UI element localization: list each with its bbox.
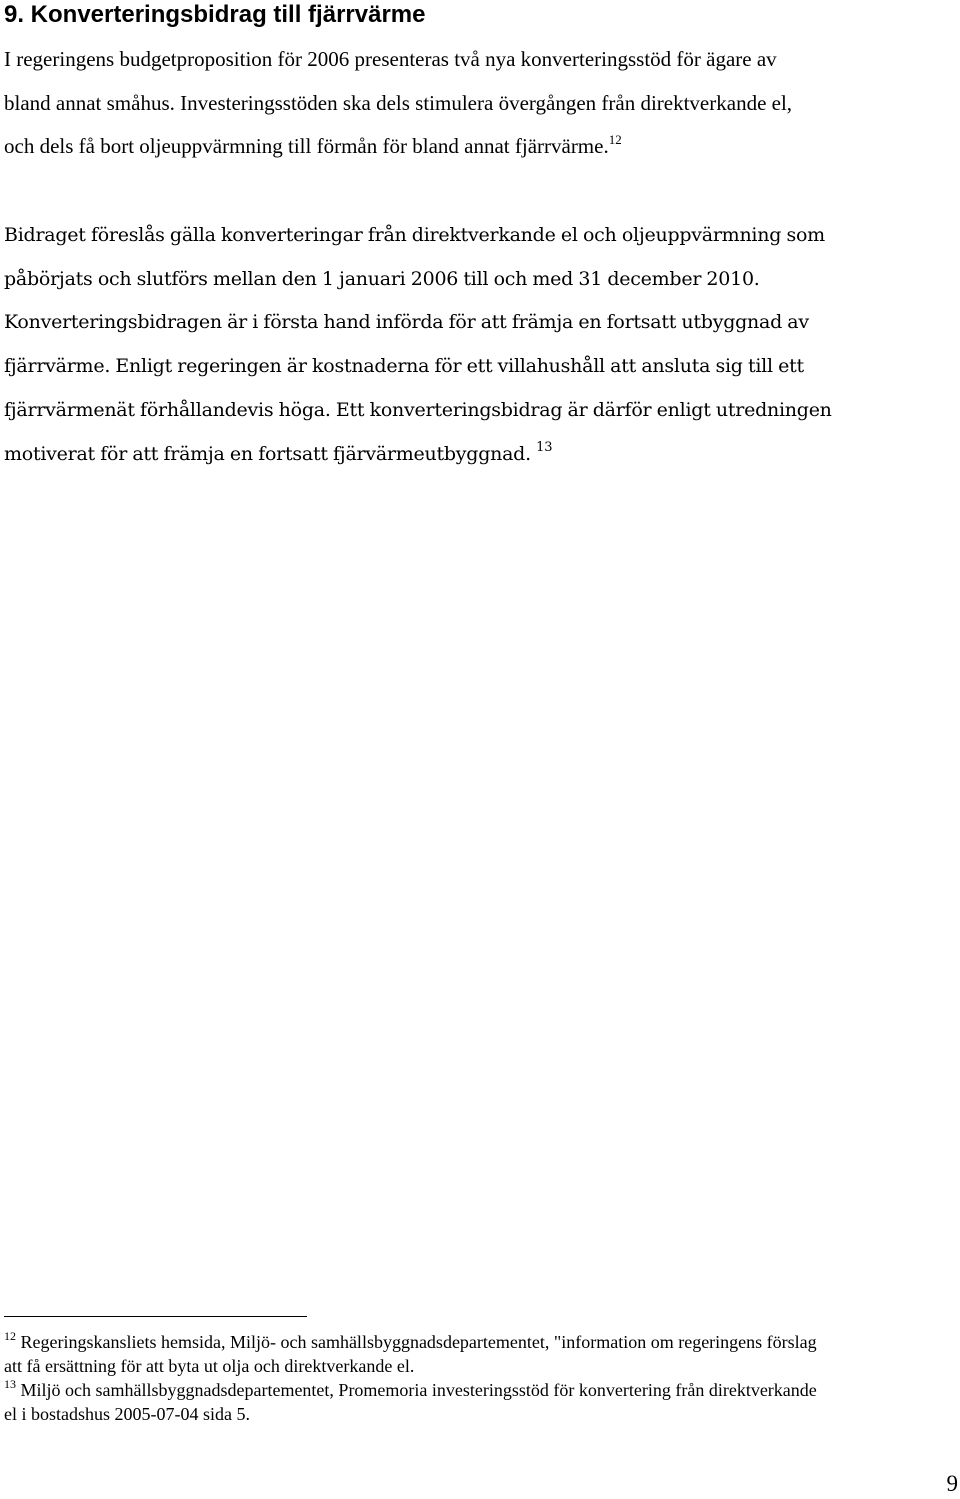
paragraph-line: bland annat småhus. Investeringsstöden ska dels stimulera övergången från direktverkande el,: [4, 90, 793, 115]
footnote-text: el i bostadshus 2005-07-04 sida 5.: [4, 1404, 250, 1424]
footnote-text: att få ersättning för att byta ut olja och direktverkande el.: [4, 1356, 415, 1376]
footnote-reference-13[interactable]: 13: [536, 439, 553, 455]
paragraph-line: I regeringens budgetproposition för 2006 presenteras två nya konverteringsstöd för ägare av: [4, 47, 777, 71]
page-number: 9: [946, 1471, 958, 1496]
paragraph-line: Bidraget föreslås gälla konverteringar från direktverkande el och oljeuppvärmning som: [4, 224, 825, 246]
paragraph-line: [4, 433, 832, 477]
section-heading: 9. Konverteringsbidrag till fjärrvärme: [4, 1, 426, 28]
paragraph-bidrag: [4, 214, 832, 476]
paragraph-line-text: och dels få bort oljeuppvärmning till förmån för bland annat fjärrvärme.: [4, 134, 609, 159]
footnote-text: Regeringskansliets hemsida, Miljö- och samhällsbyggnadsdepartementet, "information om regeringens förslag: [20, 1332, 817, 1352]
paragraph-line-text: motiverat för att främja en fortsatt fjärvärmeutbyggnad.: [4, 442, 531, 465]
footnote-13: [4, 1378, 817, 1426]
paragraph-line: [4, 125, 792, 169]
paragraph-line: påbörjats och slutförs mellan den 1 januari 2006 till och med 31 december 2010.: [4, 267, 760, 290]
footnote-separator: [4, 1316, 307, 1317]
footnote-reference-12[interactable]: 12: [608, 132, 622, 148]
footnote-12: [4, 1330, 817, 1378]
paragraph-intro: [4, 38, 792, 169]
footnotes: [4, 1330, 817, 1426]
footnote-number: 12: [4, 1329, 16, 1343]
footnote-number: 13: [4, 1377, 16, 1391]
paragraph-line: fjärrvärme. Enligt regeringen är kostnaderna för ett villahushåll att ansluta sig till ett: [4, 355, 804, 378]
paragraph-line: fjärrvärmenät förhållandevis höga. Ett konverteringsbidrag är därför enligt utredningen: [4, 398, 832, 421]
footnote-text: Miljö och samhällsbyggnadsdepartementet, Promemoria investeringsstöd för konvertering från direktverkande: [20, 1380, 817, 1400]
paragraph-line: Konverteringsbidragen är i första hand införda för att främja en fortsatt utbyggnad av: [4, 311, 809, 334]
